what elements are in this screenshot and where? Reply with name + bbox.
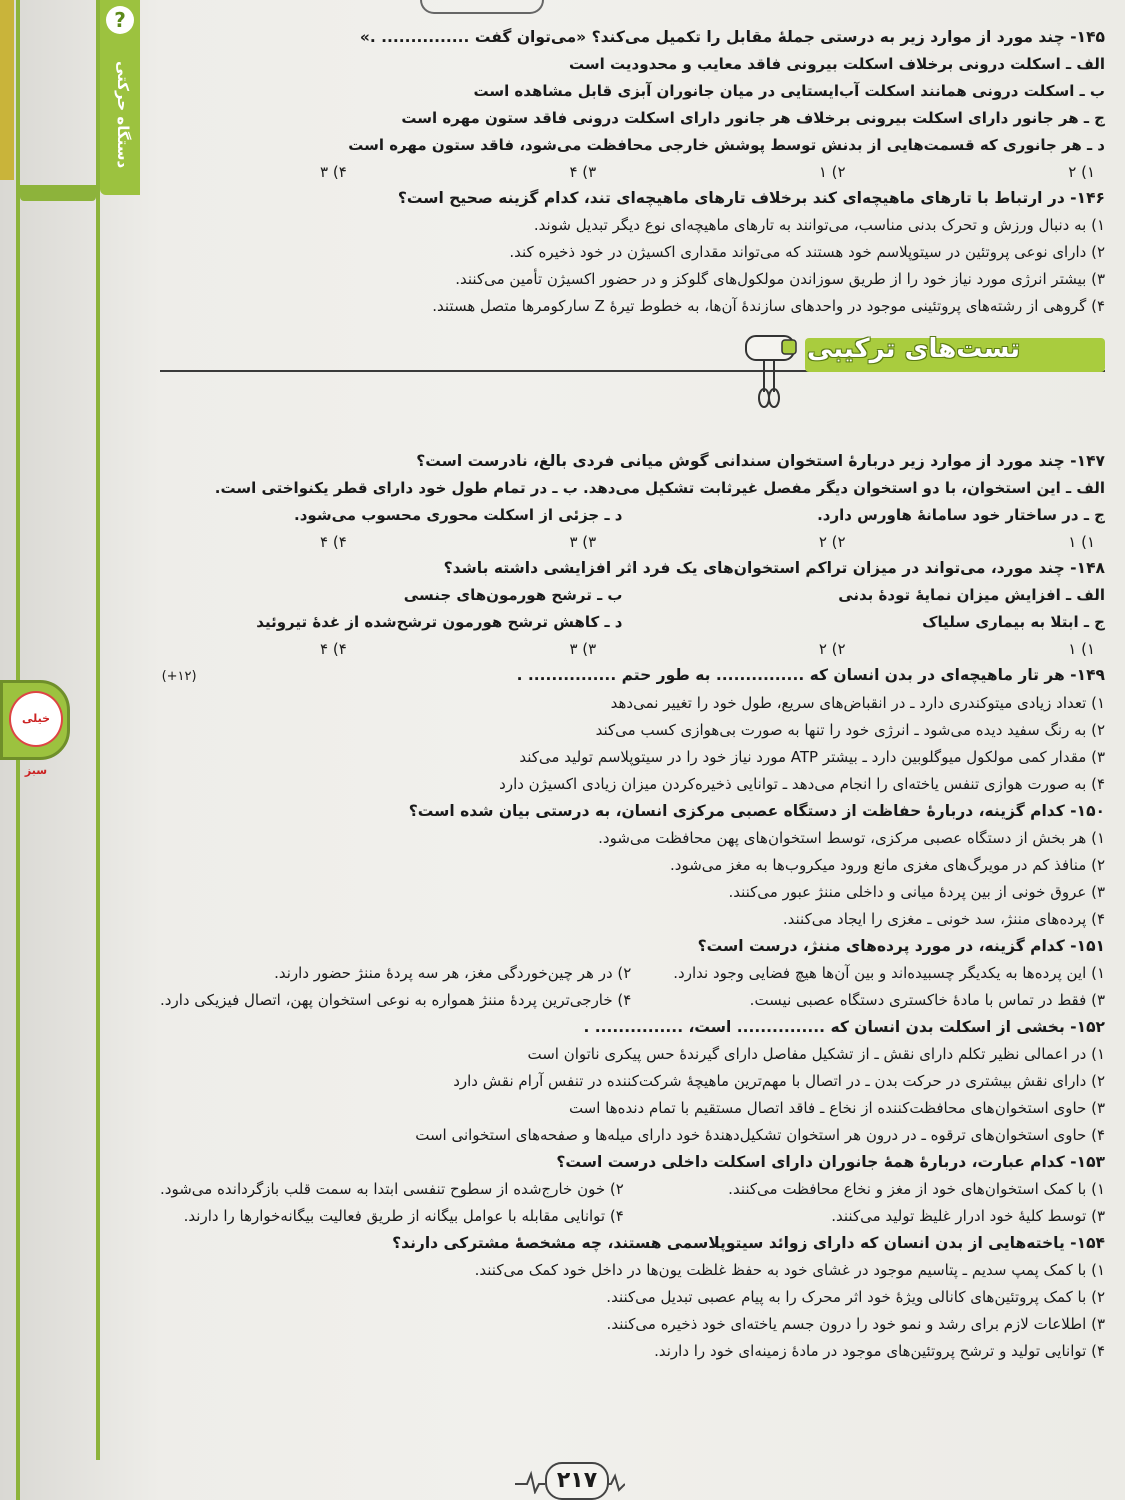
question-tag: (۱۲+) [161, 669, 197, 684]
question-title: ۱۵۳- کدام عبارت، دربارهٔ همهٔ جانوران دارای اسکلت داخلی درست است؟ [556, 1153, 1105, 1171]
question-item: ۲) منافذ کم در مویرگ‌های مغزی مانع ورود میکروب‌ها به مغز می‌شود. [670, 856, 1105, 874]
option-4: ۴) ۴ [320, 640, 347, 658]
question-title: ۱۵۱- کدام گزینه، در مورد پرده‌های مننژ، درست است؟ [697, 937, 1105, 955]
question-item: ۴) توانایی مقابله با عوامل بیگانه از طریق فعالیت بیگانه‌خوارها را دارند. [183, 1207, 624, 1225]
option-1: ۱) ۲ [1068, 163, 1095, 181]
question-title-text: ۱۴۹- هر تار ماهیچه‌ای در بدن انسان که ............... به طور حتم ............... . [516, 666, 1105, 684]
question-146 [160, 185, 1105, 320]
question-item: ۱) در اعمالی نظیر تکلم دارای نقش ـ از تشکیل مفاصل دارای گیرندهٔ حس پیکری ناتوان است [527, 1045, 1105, 1063]
page-content [160, 24, 1105, 1365]
question-title: ۱۴۵- چند مورد از موارد زیر به درستی جملهٔ مقابل را تکمیل می‌کند؟ «می‌توان گفت ............... .» [359, 28, 1105, 46]
question-item: ۱) این پرده‌ها به یکدیگر چسبیده‌اند و بین آن‌ها هیچ فضایی وجود ندارد. [673, 964, 1105, 982]
question-item: ۳) توسط کلیهٔ خود ادرار غلیظ تولید می‌کنند. [831, 1207, 1105, 1225]
question-item: ج ـ ابتلا به بیماری سلیاک [922, 613, 1105, 631]
question-154 [160, 1230, 1105, 1365]
option-4: ۴) ۳ [320, 163, 347, 181]
answer-options [160, 636, 1105, 662]
question-item: ۱) هر بخش از دستگاه عصبی مرکزی، توسط استخوان‌های پهن محافظت می‌شود. [598, 829, 1105, 847]
question-item: ۲) با کمک پروتئین‌های کانالی ویژهٔ خود اثر محرک را به پیام عصبی تبدیل می‌کنند. [606, 1288, 1105, 1306]
question-title: ۱۵۲- بخشی از اسکلت بدن انسان که ............... است، ............... . [583, 1018, 1105, 1036]
question-148 [160, 555, 1105, 662]
question-145 [160, 24, 1105, 185]
question-150 [160, 798, 1105, 933]
question-title: ۱۴۷- چند مورد از موارد زیر دربارهٔ استخوان سندانی گوش میانی فردی بالغ، نادرست است؟ [416, 452, 1105, 470]
question-item: ج ـ در ساختار خود سامانهٔ هاورس دارد. [817, 506, 1105, 524]
question-item: ۴) پرده‌های مننژ، سد خونی ـ مغزی را ایجاد می‌کنند. [782, 910, 1105, 928]
question-152 [160, 1014, 1105, 1149]
answer-options [160, 159, 1105, 185]
question-item: ۴) حاوی استخوان‌های ترقوه ـ در درون هر استخوان تشکیل‌دهندهٔ خود دارای میله‌ها و صفحه‌های استخوانی است [415, 1126, 1105, 1144]
question-item: ۳) اطلاعات لازم برای رشد و نمو خود را درون جسم یاخته‌ای خود ذخیره می‌کنند. [606, 1315, 1105, 1333]
question-149 [160, 662, 1105, 798]
page-number: ۲۱۷ [545, 1462, 609, 1500]
question-title [160, 662, 1105, 690]
option-2: ۲) ۱ [818, 163, 846, 181]
question-item: د ـ هر جانوری که قسمت‌هایی از بدنش توسط پوشش خارجی محافظت می‌شود، فاقد ستون مهره است [348, 136, 1105, 154]
question-item: ۲) دارای نوعی پروتئین در سیتوپلاسم خود هستند که می‌تواند مقداری اکسیژن در خود ذخیره کند. [509, 243, 1105, 261]
question-item: ۱) به دنبال ورزش و تحرک بدنی مناسب، می‌توانند به تارهای ماهیچه‌ای نوع دیگر تبدیل شوند. [533, 216, 1105, 234]
option-4: ۴) ۴ [320, 533, 347, 551]
items-grid [160, 582, 1105, 636]
question-153 [160, 1149, 1105, 1230]
tab-stripe [20, 185, 96, 201]
option-3: ۳) ۴ [569, 163, 597, 181]
question-item: الف ـ اسکلت درونی برخلاف اسکلت بیرونی فاقد معایب و محدودیت است [569, 55, 1105, 73]
question-item: د ـ جزئی از اسکلت محوری محسوب می‌شود. [294, 506, 623, 524]
section-banner [160, 330, 1105, 400]
option-1: ۱) ۱ [1068, 533, 1095, 551]
question-item: ۳) مقدار کمی مولکول میوگلوبین دارد ـ بیشتر ATP مورد نیاز خود را در سیتوپلاسم تولید می‌کند [519, 748, 1105, 766]
question-item: د ـ کاهش ترشح هورمون ترشح‌شده از غدهٔ تیروئید [256, 613, 623, 631]
question-151 [160, 933, 1105, 1014]
margin-rail-inner [96, 0, 100, 1460]
top-decoration [420, 0, 544, 14]
page-edge-yellow [0, 0, 14, 180]
option-3: ۳) ۳ [569, 640, 597, 658]
question-item: ۳) بیشتر انرژی مورد نیاز خود را از طریق سوزاندن مولکول‌های گلوکز و در حضور اکسیژن تأمین می‌کنند. [455, 270, 1105, 288]
items-grid [160, 1176, 1105, 1230]
chapter-side-tab [100, 0, 140, 195]
mixer-icon [742, 330, 800, 410]
items-grid [160, 502, 1105, 529]
question-title: ۱۵۴- یاخته‌هایی از بدن انسان که دارای زوائد سیتوپلاسمی هستند، چه مشخصهٔ مشترکی دارند؟ [392, 1234, 1105, 1252]
page-number-badge [515, 1460, 625, 1500]
question-item: ۲) به رنگ سفید دیده می‌شود ـ انرژی خود را تنها به صورت بی‌هوازی کسب می‌کند [595, 721, 1105, 739]
option-1: ۱) ۱ [1068, 640, 1095, 658]
publisher-badge [0, 680, 70, 777]
question-item: ج ـ هر جانور دارای اسکلت بیرونی برخلاف هر جانور دارای اسکلت درونی فاقد ستون مهره است [401, 109, 1105, 127]
question-item: ب ـ ترشح هورمون‌های جنسی [403, 586, 623, 604]
question-item: ۳) فقط در تماس با مادهٔ خاکستری دستگاه عصبی نیست. [749, 991, 1105, 1009]
publisher-logo: خیلی سبز [9, 691, 63, 747]
question-title: ۱۴۶- در ارتباط با تارهای ماهیچه‌ای کند برخلاف تارهای ماهیچه‌ای تند، کدام گزینه صحیح است؟ [397, 189, 1105, 207]
question-item: ۳) عروق خونی از بین پردهٔ میانی و داخلی مننژ عبور می‌کنند. [728, 883, 1105, 901]
question-item: ۴) به صورت هوازی تنفس یاخته‌ای را انجام می‌دهد ـ توانایی ذخیره‌کردن میزان زیادی اکسیژن دارد [499, 775, 1105, 793]
question-item: ۱) با کمک پمپ سدیم ـ پتاسیم موجود در غشای خود به حفظ غلظت یون‌ها در داخل خود کمک می‌کنند. [474, 1261, 1105, 1279]
chapter-label: دستگاه حرکتی [114, 61, 132, 169]
question-item: ۴) خارجی‌ترین پردهٔ مننژ همواره به نوعی استخوان پهن، اتصال فیزیکی دارد. [160, 991, 632, 1009]
question-147 [160, 448, 1105, 555]
question-item: ۴) گروهی از رشته‌های پروتئینی موجود در واحدهای سازندهٔ آن‌ها، به خطوط تیرهٔ Z سارکومرها متصل هستند. [432, 297, 1105, 315]
question-item: ۴) توانایی تولید و ترشح پروتئین‌های موجود در مادهٔ زمینه‌ای خود را دارند. [654, 1342, 1105, 1360]
banner-title: تست‌های ترکیبی [806, 334, 1020, 364]
question-item: الف ـ افزایش میزان نمایهٔ تودهٔ بدنی [838, 586, 1105, 604]
question-item: ۱) با کمک استخوان‌های خود از مغز و نخاع محافظت می‌کنند. [728, 1180, 1105, 1198]
question-title: ۱۵۰- کدام گزینه، دربارهٔ حفاظت از دستگاه عصبی مرکزی انسان، به درستی بیان شده است؟ [408, 802, 1105, 820]
option-2: ۲) ۲ [818, 640, 846, 658]
option-2: ۲) ۲ [818, 533, 846, 551]
question-item: ۳) حاوی استخوان‌های محافظت‌کننده از نخاع ـ فاقد اتصال مستقیم با تمام دنده‌ها است [568, 1099, 1105, 1117]
question-icon: ? [106, 6, 134, 34]
answer-options [160, 529, 1105, 555]
question-item: ۲) خون خارج‌شده از سطوح تنفسی ابتدا به سمت قلب بازگردانده می‌شود. [160, 1180, 624, 1198]
question-item: ۲) دارای نقش بیشتری در حرکت بدن ـ در اتصال با مهم‌ترین ماهیچهٔ شرکت‌کننده در تنفس آرام نقش دارد [453, 1072, 1105, 1090]
items-grid [160, 960, 1105, 1014]
question-item: الف ـ این استخوان، با دو استخوان دیگر مفصل غیرثابت تشکیل می‌دهد. ب ـ در تمام طول خود دارای قطر یکنواختی است. [214, 479, 1105, 497]
option-3: ۳) ۳ [569, 533, 597, 551]
question-item: ۲) در هر چین‌خوردگی مغز، هر سه پردهٔ مننژ حضور دارند. [274, 964, 632, 982]
question-title: ۱۴۸- چند مورد، می‌تواند در میزان تراکم استخوان‌های یک فرد اثر افزایشی داشته باشد؟ [443, 559, 1105, 577]
question-item: ب ـ اسکلت درونی همانند اسکلت آب‌ایستایی در میان جانوران آبزی قابل مشاهده است [473, 82, 1105, 100]
question-item: ۱) تعداد زیادی میتوکندری دارد ـ در انقباض‌های سریع، طول خود را تغییر نمی‌دهد [610, 694, 1105, 712]
